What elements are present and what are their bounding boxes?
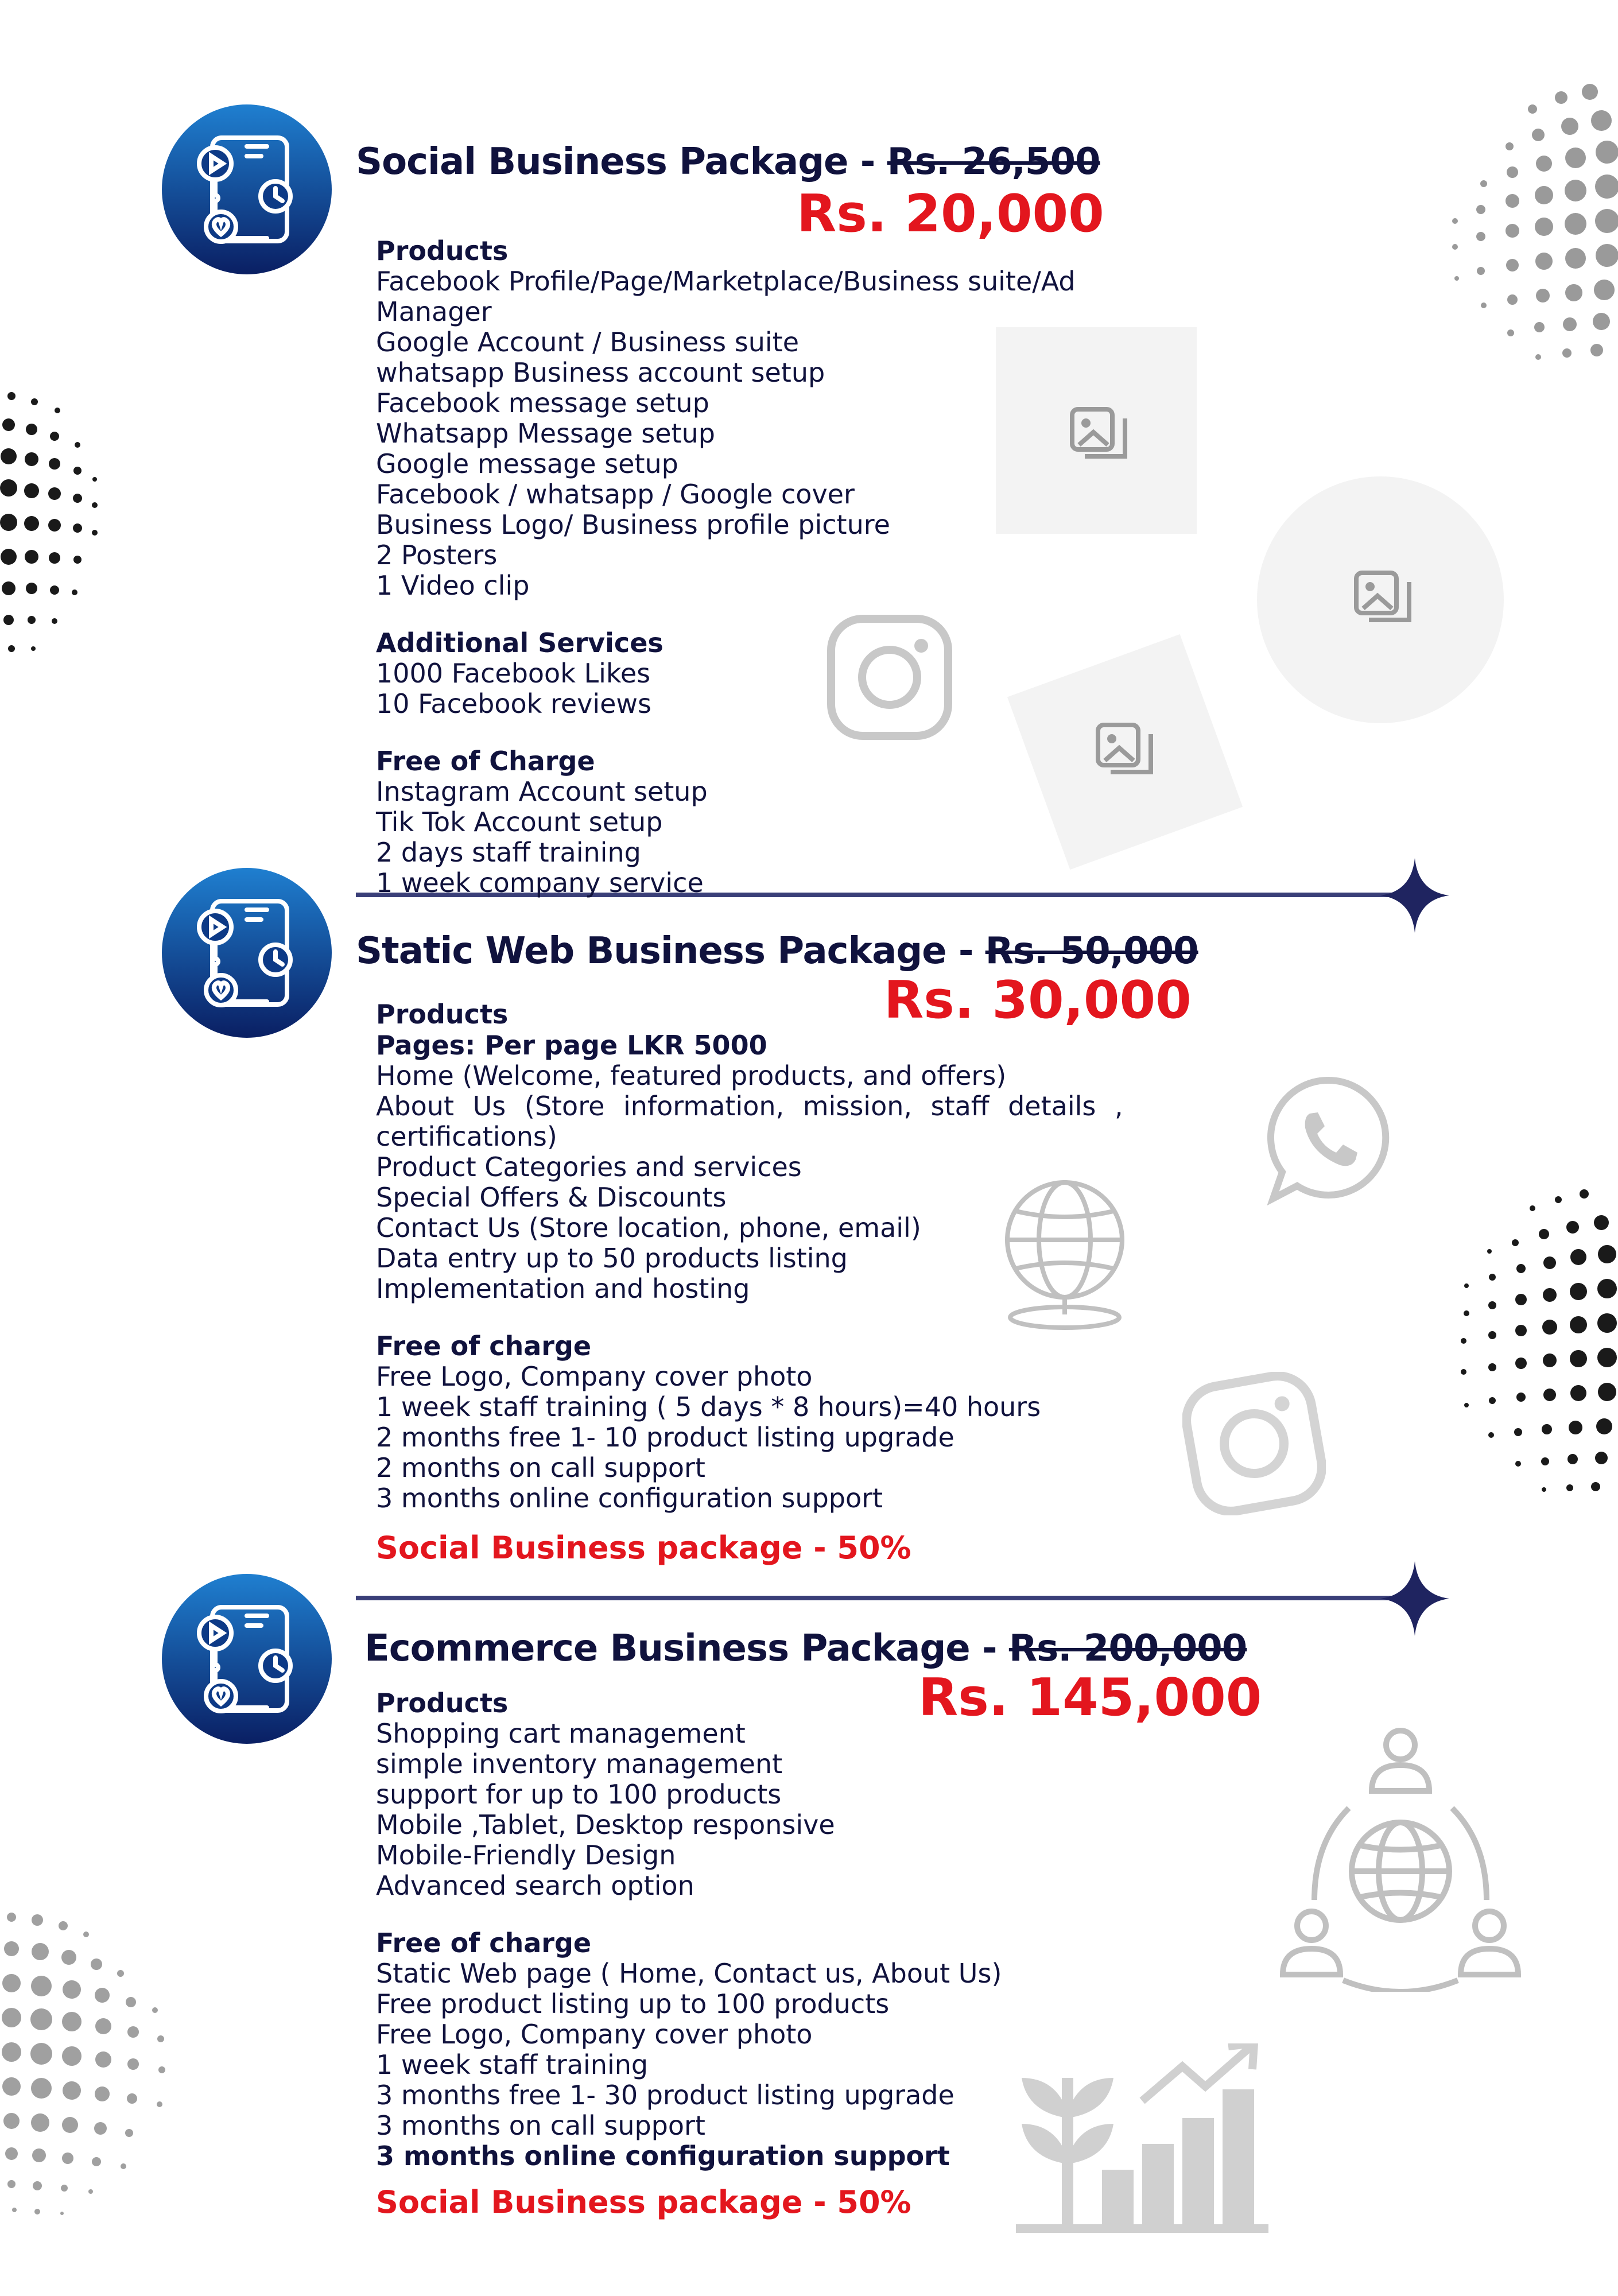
list-item: Google message setup <box>376 448 678 479</box>
list-item: Facebook Profile/Page/Marketplace/Business suite/Ad Manager <box>376 266 1076 327</box>
list-item: Mobile ,Tablet, Desktop responsive <box>376 1809 835 1840</box>
list-item: 2 Posters <box>376 540 498 571</box>
new-price: Rs. 20,000 <box>797 184 1104 244</box>
whatsapp-icon <box>1263 1073 1395 1205</box>
list-item: Whatsapp Message setup <box>376 418 715 449</box>
package-name: Social Business Package - <box>356 141 887 183</box>
image-placeholder-icon <box>1352 568 1415 626</box>
list-item: 3 months on call support <box>376 2110 705 2141</box>
network-people-icon <box>1280 1728 1521 1992</box>
list-item: Free Logo, Company cover photo <box>376 2019 813 2050</box>
list-item: Free Logo, Company cover photo <box>376 1361 813 1392</box>
social-media-circle-icon <box>161 867 333 1039</box>
social-media-circle-icon <box>161 1573 333 1745</box>
list-item: Shopping cart management <box>376 1718 746 1749</box>
new-price: Rs. 145,000 <box>918 1667 1262 1728</box>
list-item: Tik Tok Account setup <box>376 806 663 837</box>
package-title <box>356 930 1198 972</box>
section-heading: Free of charge <box>376 1927 592 1958</box>
new-price: Rs. 30,000 <box>884 970 1192 1030</box>
old-price: Rs. 50,000 <box>985 930 1198 972</box>
list-item: Instagram Account setup <box>376 776 708 807</box>
list-item: 2 days staff training <box>376 837 641 868</box>
list-item: Facebook message setup <box>376 387 709 418</box>
package-title <box>364 1627 1247 1670</box>
halftone-dots-top-right <box>1446 80 1618 379</box>
list-item: support for up to 100 products <box>376 1779 782 1810</box>
list-item: 3 months online configuration support <box>376 2140 950 2171</box>
discount-note: Social Business package - 50% <box>376 2184 911 2220</box>
list-item: Home (Welcome, featured products, and offers) <box>376 1060 1007 1091</box>
list-item: 2 months on call support <box>376 1452 705 1483</box>
list-item: About Us (Store information, mission, staff details , <box>376 1091 1123 1122</box>
section-divider <box>356 1596 1435 1600</box>
section-heading: Additional Services <box>376 627 664 658</box>
sparkle-star-icon <box>1380 1561 1449 1636</box>
list-item: 3 months free 1- 30 product listing upgrade <box>376 2080 954 2111</box>
list-item: 1 week staff training ( 5 days * 8 hours)=40 hours <box>376 1391 1041 1422</box>
list-item: Google Account / Business suite <box>376 327 800 358</box>
section-heading: Products <box>376 999 509 1030</box>
list-item: Implementation and hosting <box>376 1273 750 1304</box>
halftone-dots-bottom-left <box>0 1906 195 2227</box>
list-item: Free product listing up to 100 products <box>376 1988 890 2019</box>
package-name: Static Web Business Package - <box>356 930 985 972</box>
list-item: Special Offers & Discounts <box>376 1182 727 1213</box>
list-item: Facebook / whatsapp / Google cover <box>376 479 855 510</box>
list-item: 10 Facebook reviews <box>376 688 652 719</box>
section-heading: Free of charge <box>376 1331 592 1362</box>
section-heading: Products <box>376 235 509 266</box>
package-details <box>376 999 1145 1514</box>
list-item: 1 week staff training <box>376 2049 649 2080</box>
list-item: Static Web page ( Home, Contact us, About Us) <box>376 1958 1002 1989</box>
halftone-dots-left <box>0 385 103 660</box>
package-title <box>356 141 1100 183</box>
instagram-icon <box>1182 1372 1326 1515</box>
list-item: Advanced search option <box>376 1870 694 1901</box>
old-price: Rs. 200,000 <box>1008 1627 1247 1670</box>
package-details <box>376 1688 1145 2171</box>
sparkle-star-icon <box>1380 858 1449 933</box>
list-item: 1 week company service <box>376 867 704 898</box>
section-subheading: Pages: Per page LKR 5000 <box>376 1030 767 1061</box>
list-item: Data entry up to 50 products listing <box>376 1243 848 1274</box>
list-item: 3 months online configuration support <box>376 1483 883 1514</box>
social-media-circle-icon <box>161 103 333 276</box>
section-heading: Free of Charge <box>376 746 595 777</box>
list-item: Contact Us (Store location, phone, email) <box>376 1212 921 1243</box>
list-item: Business Logo/ Business profile picture <box>376 509 890 540</box>
list-item: 2 months free 1- 10 product listing upgrade <box>376 1422 954 1453</box>
list-item: whatsapp Business account setup <box>376 357 825 388</box>
list-item: Mobile-Friendly Design <box>376 1840 676 1871</box>
list-item: Product Categories and services <box>376 1151 802 1182</box>
halftone-dots-right-middle <box>1446 1182 1618 1504</box>
old-price: Rs. 26,500 <box>887 141 1100 183</box>
list-item: simple inventory management <box>376 1748 783 1779</box>
list-item: 1000 Facebook Likes <box>376 658 651 689</box>
package-details <box>376 235 1145 898</box>
section-heading: Products <box>376 1688 509 1719</box>
package-name: Ecommerce Business Package - <box>364 1627 1009 1670</box>
list-item: 1 Video clip <box>376 570 530 601</box>
discount-note: Social Business package - 50% <box>376 1530 911 1566</box>
list-item: certifications) <box>376 1121 557 1152</box>
